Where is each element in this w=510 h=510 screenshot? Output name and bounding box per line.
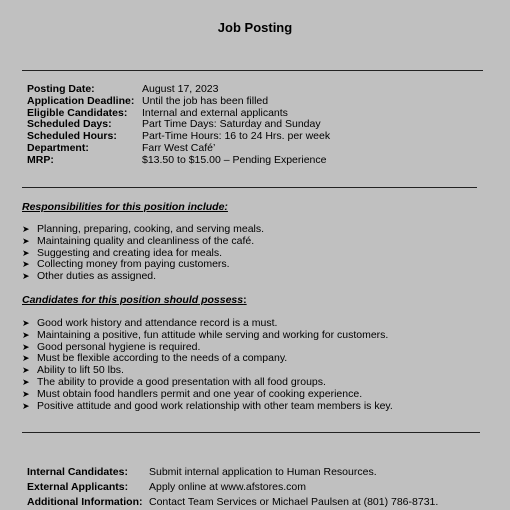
detail-value: Part Time Days: Saturday and Sunday [142,118,321,131]
arrowhead-bullet-icon: ➤ [22,353,30,364]
heading-colon: : [243,294,247,306]
arrowhead-bullet-icon: ➤ [22,235,30,246]
detail-row [27,155,330,167]
list-item [22,271,264,283]
arrowhead-bullet-icon: ➤ [22,400,30,411]
contact-row [27,480,438,495]
divider [22,70,483,71]
contact-label: External Applicants: [27,481,129,493]
list-item-text: Suggesting and creating idea for meals. [37,246,223,259]
list-item-text: Collecting money from paying customers. [37,258,230,271]
detail-label: MRP: [27,153,54,166]
arrowhead-bullet-icon: ➤ [22,247,30,258]
application-contacts [27,465,438,510]
arrowhead-bullet-icon: ➤ [22,376,30,387]
page-title: Job Posting [217,20,293,35]
list-item-text: Planning, preparing, cooking, and serving meals. [37,223,265,235]
list-item-text: Must be flexible according to the needs of a company. [37,352,288,365]
contact-value: Contact Team Services or Michael Paulsen at (801) 786-8731. [149,496,439,508]
detail-row [27,96,330,108]
list-item-text: The ability to provide a good presentation with all food groups. [37,375,326,388]
arrowhead-bullet-icon: ➤ [22,329,30,340]
arrowhead-bullet-icon: ➤ [22,388,30,399]
detail-value: $13.50 to $15.00 – Pending Experience [142,153,327,166]
contact-label: Additional Information: [27,496,143,508]
contact-value: Submit internal application to Human Resources. [149,466,377,478]
list-item-text: Good work history and attendance record is a must. [37,317,278,329]
arrowhead-bullet-icon: ➤ [22,259,30,270]
contact-row [27,465,438,480]
detail-label: Department: [27,141,89,154]
responsibilities-heading: Responsibilities for this position include: [22,201,228,213]
list-item [22,401,393,413]
detail-label: Scheduled Hours: [27,130,117,143]
list-item-text: Ability to lift 50 lbs. [37,364,124,377]
divider [22,432,480,433]
responsibilities-list [22,224,264,283]
detail-value: Part-Time Hours: 16 to 24 Hrs. per week [142,130,331,143]
detail-row [27,143,330,155]
detail-value: August 17, 2023 [142,83,219,95]
list-item-text: Other duties as assigned. [37,270,157,283]
arrowhead-bullet-icon: ➤ [22,271,30,282]
arrowhead-bullet-icon: ➤ [22,224,30,234]
posting-details [27,84,330,167]
contact-label: Internal Candidates: [27,466,128,478]
list-item [22,236,264,248]
detail-value: Farr West Café’ [142,141,216,154]
arrowhead-bullet-icon: ➤ [22,318,30,328]
list-item-text: Positive attitude and good work relationship with other team members is key. [37,399,393,412]
detail-label: Scheduled Days: [27,118,112,131]
qualifications-heading-text: Candidates for this position should possess [22,294,244,306]
list-item-text: Maintaining quality and cleanliness of the café. [37,234,255,247]
list-item-text: Good personal hygiene is required. [37,340,201,353]
detail-value: Until the job has been filled [142,94,269,107]
contact-row [27,495,438,510]
list-item [22,389,393,401]
contact-value: Apply online at www.afstores.com [149,481,306,493]
list-item-text: Must obtain food handlers permit and one year of cooking experience. [37,387,363,400]
qualifications-list [22,318,393,412]
detail-value: Internal and external applicants [142,106,288,119]
arrowhead-bullet-icon: ➤ [22,365,30,376]
list-item [22,330,393,342]
detail-label: Posting Date: [27,83,95,95]
detail-label: Application Deadline: [27,94,135,107]
detail-label: Eligible Candidates: [27,106,128,119]
list-item-text: Maintaining a positive, fun attitude while serving and working for customers. [37,328,389,341]
arrowhead-bullet-icon: ➤ [22,341,30,352]
qualifications-heading [22,294,247,306]
list-item [22,377,393,389]
divider [22,187,477,188]
